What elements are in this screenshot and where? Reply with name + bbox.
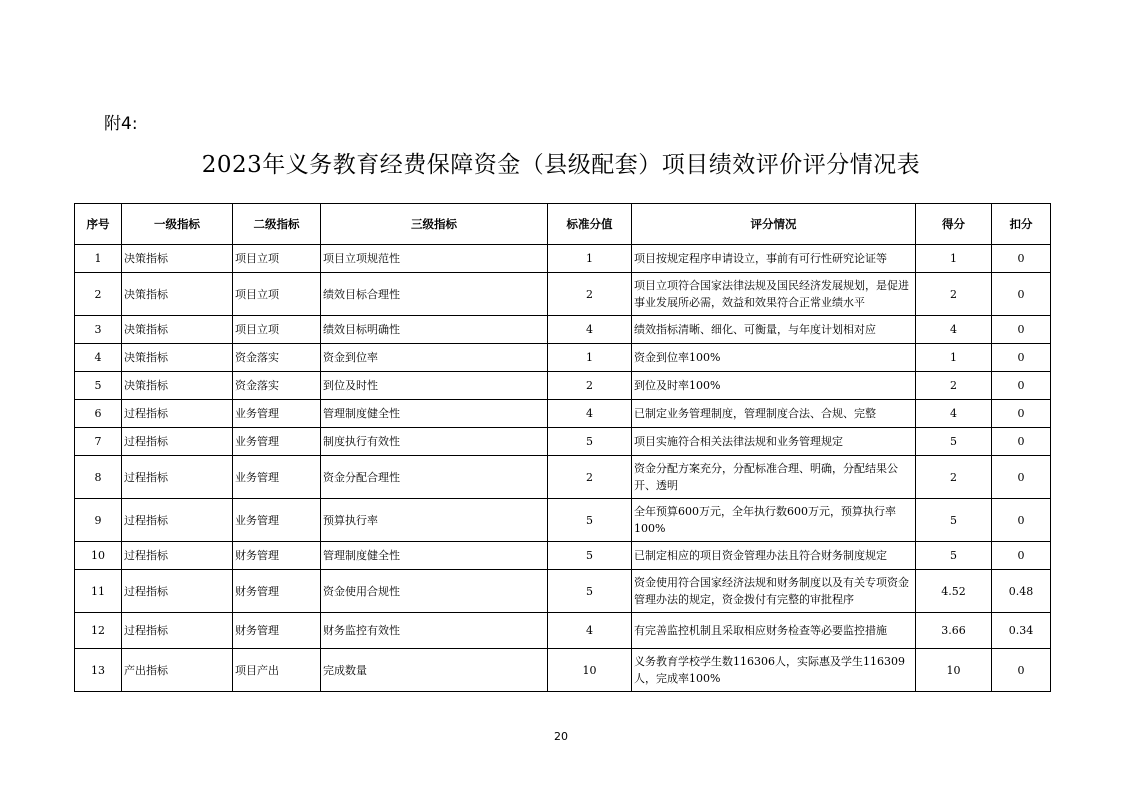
appendix-label: 附4: (104, 114, 138, 134)
cell-level2: 项目产出 (233, 649, 321, 692)
cell-level2: 财务管理 (233, 613, 321, 649)
cell-score: 2 (916, 372, 992, 400)
table-header-row (75, 204, 1051, 245)
table-row (75, 428, 1051, 456)
cell-level2: 资金落实 (233, 372, 321, 400)
table-row (75, 613, 1051, 649)
cell-level3: 完成数量 (321, 649, 548, 692)
cell-seq: 10 (75, 542, 122, 570)
cell-deduction: 0 (992, 428, 1051, 456)
table-row (75, 542, 1051, 570)
cell-level1: 产出指标 (122, 649, 233, 692)
cell-score: 5 (916, 542, 992, 570)
cell-seq: 12 (75, 613, 122, 649)
cell-deduction: 0 (992, 456, 1051, 499)
cell-deduction: 0 (992, 273, 1051, 316)
cell-level1: 过程指标 (122, 542, 233, 570)
cell-level1: 过程指标 (122, 613, 233, 649)
cell-level2: 业务管理 (233, 456, 321, 499)
cell-standard: 2 (548, 456, 632, 499)
cell-evaluation: 项目按规定程序申请设立，事前有可行性研究论证等 (632, 245, 916, 273)
header-level2: 二级指标 (233, 204, 321, 245)
cell-level2: 财务管理 (233, 570, 321, 613)
cell-level1: 过程指标 (122, 428, 233, 456)
cell-level3: 资金到位率 (321, 344, 548, 372)
cell-level2: 项目立项 (233, 316, 321, 344)
cell-standard: 5 (548, 542, 632, 570)
cell-level1: 决策指标 (122, 372, 233, 400)
cell-standard: 1 (548, 245, 632, 273)
cell-standard: 4 (548, 613, 632, 649)
table-row (75, 400, 1051, 428)
cell-deduction: 0.48 (992, 570, 1051, 613)
cell-seq: 1 (75, 245, 122, 273)
cell-deduction: 0 (992, 542, 1051, 570)
cell-level3: 管理制度健全性 (321, 400, 548, 428)
cell-deduction: 0 (992, 499, 1051, 542)
cell-standard: 1 (548, 344, 632, 372)
cell-score: 1 (916, 344, 992, 372)
cell-seq: 7 (75, 428, 122, 456)
header-level1: 一级指标 (122, 204, 233, 245)
cell-standard: 2 (548, 372, 632, 400)
cell-level2: 项目立项 (233, 273, 321, 316)
cell-evaluation: 绩效指标清晰、细化、可衡量，与年度计划相对应 (632, 316, 916, 344)
cell-level3: 财务监控有效性 (321, 613, 548, 649)
cell-deduction: 0 (992, 316, 1051, 344)
cell-deduction: 0.34 (992, 613, 1051, 649)
cell-deduction: 0 (992, 344, 1051, 372)
score-table (74, 203, 1051, 692)
header-seq: 序号 (75, 204, 122, 245)
page-title: 2023年义务教育经费保障资金（县级配套）项目绩效评价评分情况表 (201, 152, 921, 178)
table-row (75, 499, 1051, 542)
cell-seq: 5 (75, 372, 122, 400)
cell-level1: 过程指标 (122, 456, 233, 499)
cell-evaluation: 义务教育学校学生数116306人，实际惠及学生116309人，完成率100% (632, 649, 916, 692)
cell-level3: 资金分配合理性 (321, 456, 548, 499)
cell-score: 2 (916, 273, 992, 316)
cell-level2: 项目立项 (233, 245, 321, 273)
cell-standard: 2 (548, 273, 632, 316)
cell-evaluation: 全年预算600万元，全年执行数600万元，预算执行率100% (632, 499, 916, 542)
cell-level1: 决策指标 (122, 273, 233, 316)
cell-level1: 过程指标 (122, 400, 233, 428)
cell-seq: 2 (75, 273, 122, 316)
cell-level1: 决策指标 (122, 344, 233, 372)
table-row (75, 344, 1051, 372)
cell-level2: 业务管理 (233, 499, 321, 542)
cell-deduction: 0 (992, 649, 1051, 692)
cell-level1: 决策指标 (122, 245, 233, 273)
table-row (75, 570, 1051, 613)
cell-seq: 6 (75, 400, 122, 428)
cell-level1: 过程指标 (122, 570, 233, 613)
table-row (75, 456, 1051, 499)
cell-level2: 业务管理 (233, 428, 321, 456)
cell-level3: 绩效目标合理性 (321, 273, 548, 316)
header-score: 得分 (916, 204, 992, 245)
cell-deduction: 0 (992, 400, 1051, 428)
cell-level3: 预算执行率 (321, 499, 548, 542)
cell-score: 2 (916, 456, 992, 499)
cell-evaluation: 有完善监控机制且采取相应财务检查等必要监控措施 (632, 613, 916, 649)
cell-standard: 4 (548, 316, 632, 344)
cell-seq: 3 (75, 316, 122, 344)
cell-score: 5 (916, 499, 992, 542)
cell-seq: 11 (75, 570, 122, 613)
cell-level1: 决策指标 (122, 316, 233, 344)
cell-score: 4 (916, 316, 992, 344)
table-row (75, 649, 1051, 692)
cell-level2: 财务管理 (233, 542, 321, 570)
cell-evaluation: 资金到位率100% (632, 344, 916, 372)
cell-evaluation: 已制定相应的项目资金管理办法且符合财务制度规定 (632, 542, 916, 570)
cell-score: 4 (916, 400, 992, 428)
cell-score: 3.66 (916, 613, 992, 649)
cell-evaluation: 项目实施符合相关法律法规和业务管理规定 (632, 428, 916, 456)
cell-evaluation: 资金分配方案充分，分配标准合理、明确，分配结果公开、透明 (632, 456, 916, 499)
cell-level2: 业务管理 (233, 400, 321, 428)
cell-evaluation: 已制定业务管理制度，管理制度合法、合规、完整 (632, 400, 916, 428)
cell-deduction: 0 (992, 245, 1051, 273)
table-row (75, 273, 1051, 316)
cell-standard: 5 (548, 570, 632, 613)
header-standard: 标准分值 (548, 204, 632, 245)
cell-level3: 资金使用合规性 (321, 570, 548, 613)
cell-standard: 10 (548, 649, 632, 692)
cell-score: 5 (916, 428, 992, 456)
cell-level3: 制度执行有效性 (321, 428, 548, 456)
cell-level3: 绩效目标明确性 (321, 316, 548, 344)
table-row (75, 372, 1051, 400)
header-level3: 三级指标 (321, 204, 548, 245)
cell-evaluation: 资金使用符合国家经济法规和财务制度以及有关专项资金管理办法的规定，资金拨付有完整的审批程序 (632, 570, 916, 613)
cell-standard: 5 (548, 428, 632, 456)
cell-level2: 资金落实 (233, 344, 321, 372)
table-row (75, 245, 1051, 273)
cell-level1: 过程指标 (122, 499, 233, 542)
cell-seq: 8 (75, 456, 122, 499)
header-deduction: 扣分 (992, 204, 1051, 245)
cell-level3: 管理制度健全性 (321, 542, 548, 570)
cell-deduction: 0 (992, 372, 1051, 400)
cell-standard: 5 (548, 499, 632, 542)
cell-level3: 项目立项规范性 (321, 245, 548, 273)
cell-score: 10 (916, 649, 992, 692)
cell-seq: 9 (75, 499, 122, 542)
header-evaluation: 评分情况 (632, 204, 916, 245)
table-row (75, 316, 1051, 344)
page-number: 20 (554, 730, 568, 743)
cell-seq: 13 (75, 649, 122, 692)
cell-score: 4.52 (916, 570, 992, 613)
cell-level3: 到位及时性 (321, 372, 548, 400)
cell-standard: 4 (548, 400, 632, 428)
cell-score: 1 (916, 245, 992, 273)
cell-seq: 4 (75, 344, 122, 372)
cell-evaluation: 项目立项符合国家法律法规及国民经济发展规划，是促进事业发展所必需，效益和效果符合正常业绩水平 (632, 273, 916, 316)
cell-evaluation: 到位及时率100% (632, 372, 916, 400)
